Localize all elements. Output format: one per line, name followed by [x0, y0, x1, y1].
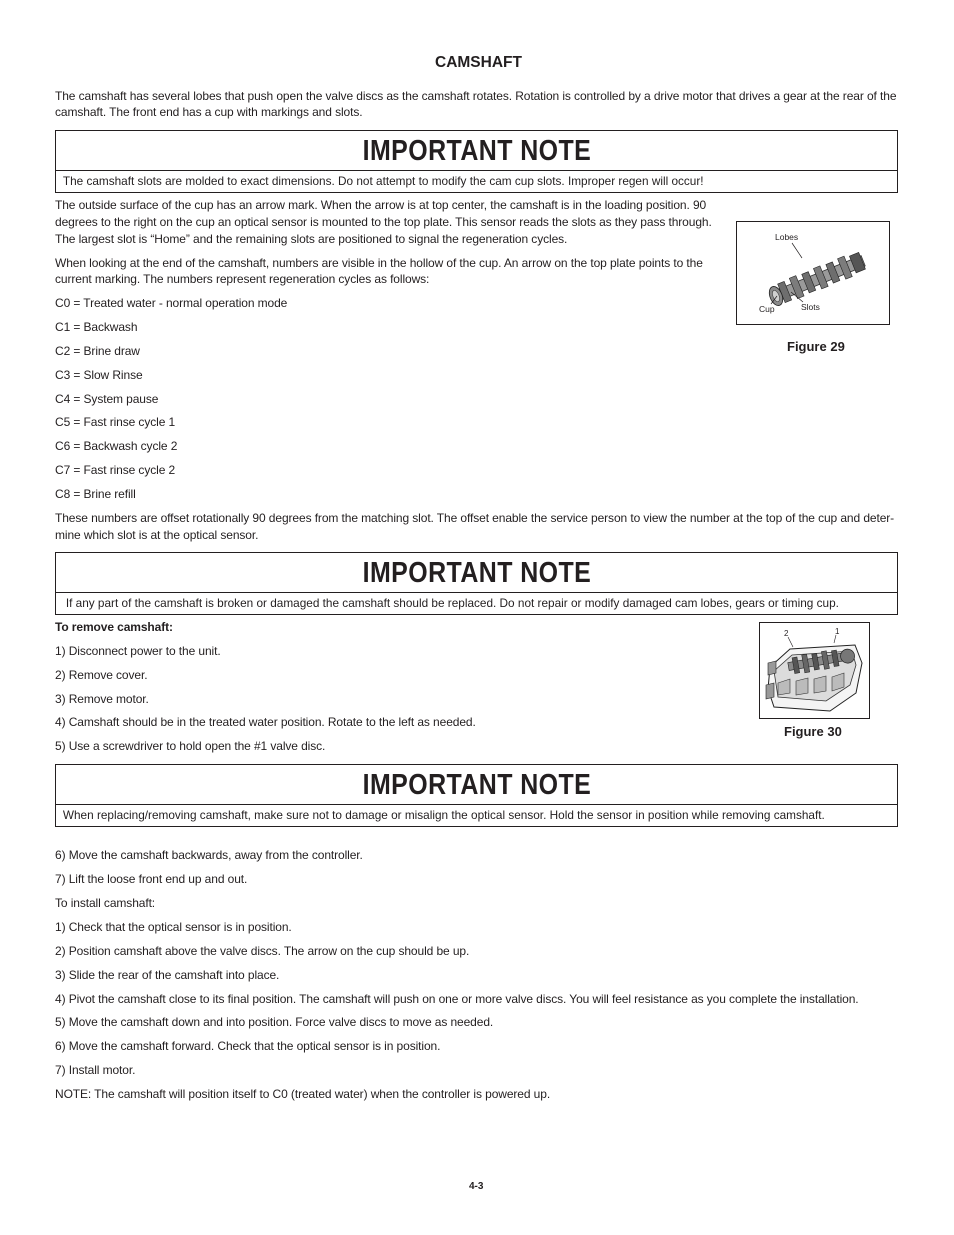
remove-step-4: 4) Camshaft should be in the treated water position. Rotate to the left as needed.	[55, 715, 476, 729]
label-lobes: Lobes	[775, 232, 799, 242]
end-line-2: current marking. The numbers represent regeneration cycles as follows:	[55, 272, 430, 286]
important-note-title: IMPORTANT NOTE	[56, 131, 897, 171]
cycle-c0: C0 = Treated water - normal operation mode	[55, 296, 288, 310]
remove-step-7: 7) Lift the loose front end up and out.	[55, 872, 248, 886]
cycle-c6: C6 = Backwash cycle 2	[55, 439, 178, 453]
figure-29-image	[736, 221, 890, 325]
cycle-c8: C8 = Brine refill	[55, 487, 136, 501]
figure-30-image	[759, 622, 870, 719]
intro-line-2: camshaft. The front end has a cup with markings and slots.	[55, 105, 363, 119]
remove-step-1: 1) Disconnect power to the unit.	[55, 644, 221, 658]
section-heading: CAMSHAFT	[435, 54, 522, 71]
cycle-c3: C3 = Slow Rinse	[55, 368, 143, 382]
install-step-3: 3) Slide the rear of the camshaft into place.	[55, 968, 280, 982]
cycle-c1: C1 = Backwash	[55, 320, 138, 334]
important-note-text: When replacing/removing camshaft, make sure not to damage or misalign the optical sensor. Hold the sensor in position while removing camshaft.	[62, 808, 825, 822]
figure-29-caption: Figure 29	[787, 339, 845, 354]
remove-step-2: 2) Remove cover.	[55, 668, 148, 682]
remove-step-3: 3) Remove motor.	[55, 692, 149, 706]
install-step-1: 1) Check that the optical sensor is in position.	[55, 920, 292, 934]
cycle-c2: C2 = Brine draw	[55, 344, 140, 358]
offset-line-1: These numbers are offset rotationally 90 degrees from the matching slot. The offset enable the service person to view the number at the top of the cup and deter-	[55, 511, 895, 525]
page-number: 4-3	[469, 1181, 484, 1192]
important-note-3	[55, 764, 898, 827]
remove-heading: To remove camshaft:	[55, 620, 173, 634]
install-heading: To install camshaft:	[55, 896, 156, 910]
cycle-c4: C4 = System pause	[55, 392, 159, 406]
offset-line-2: mine which slot is at the optical sensor.	[55, 528, 259, 542]
install-step-7: 7) Install motor.	[55, 1063, 136, 1077]
cycle-c7: C7 = Fast rinse cycle 2	[55, 463, 176, 477]
important-note-2	[55, 552, 898, 615]
install-final-note: NOTE: The camshaft will position itself to C0 (treated water) when the controller is powered up.	[55, 1087, 551, 1101]
install-step-5: 5) Move the camshaft down and into position. Force valve discs to move as needed.	[55, 1015, 494, 1029]
install-step-6: 6) Move the camshaft forward. Check that the optical sensor is in position.	[55, 1039, 441, 1053]
important-note-title: IMPORTANT NOTE	[56, 553, 897, 593]
important-note-text: If any part of the camshaft is broken or damaged the camshaft should be replaced. Do not repair or modify damaged cam lobes, gears or timing cup.	[65, 596, 839, 610]
label-1: 1	[835, 627, 840, 636]
label-2: 2	[784, 629, 789, 638]
label-cup: Cup	[759, 304, 775, 314]
outside-line-2: degrees to the right on the cup an optical sensor is mounted to the top plate. This sensor reads the slots as they pass through.	[55, 215, 712, 229]
important-note-text: The camshaft slots are molded to exact dimensions. Do not attempt to modify the cam cup slots. Improper regen will occur!	[62, 174, 704, 188]
end-line-1: When looking at the end of the camshaft, numbers are visible in the hollow of the cup. An arrow on the top plate points to the	[55, 256, 703, 270]
cycle-c5: C5 = Fast rinse cycle 1	[55, 415, 176, 429]
install-step-4: 4) Pivot the camshaft close to its final position. The camshaft will push on one or more valve discs. You will feel resistance as you complete the installation.	[55, 992, 859, 1006]
valve-assembly-illustration	[760, 623, 869, 718]
important-note-1	[55, 130, 898, 193]
remove-step-6: 6) Move the camshaft backwards, away from the controller.	[55, 848, 363, 862]
label-slots: Slots	[801, 302, 820, 312]
important-note-title: IMPORTANT NOTE	[56, 765, 897, 805]
figure-30-caption: Figure 30	[784, 724, 842, 739]
outside-line-3: The largest slot is “Home” and the remaining slots are positioned to signal the regeneration cycles.	[55, 232, 568, 246]
camshaft-illustration	[737, 222, 889, 324]
remove-step-5: 5) Use a screwdriver to hold open the #1 valve disc.	[55, 739, 326, 753]
intro-line-1: The camshaft has several lobes that push open the valve discs as the camshaft rotates. Rotation is controlled by a drive motor that drives a gear at the rear of the	[55, 89, 897, 103]
outside-line-1: The outside surface of the cup has an arrow mark. When the arrow is at top center, the camshaft is in the loading position. 90	[55, 198, 707, 212]
install-step-2: 2) Position camshaft above the valve discs. The arrow on the cup should be up.	[55, 944, 470, 958]
